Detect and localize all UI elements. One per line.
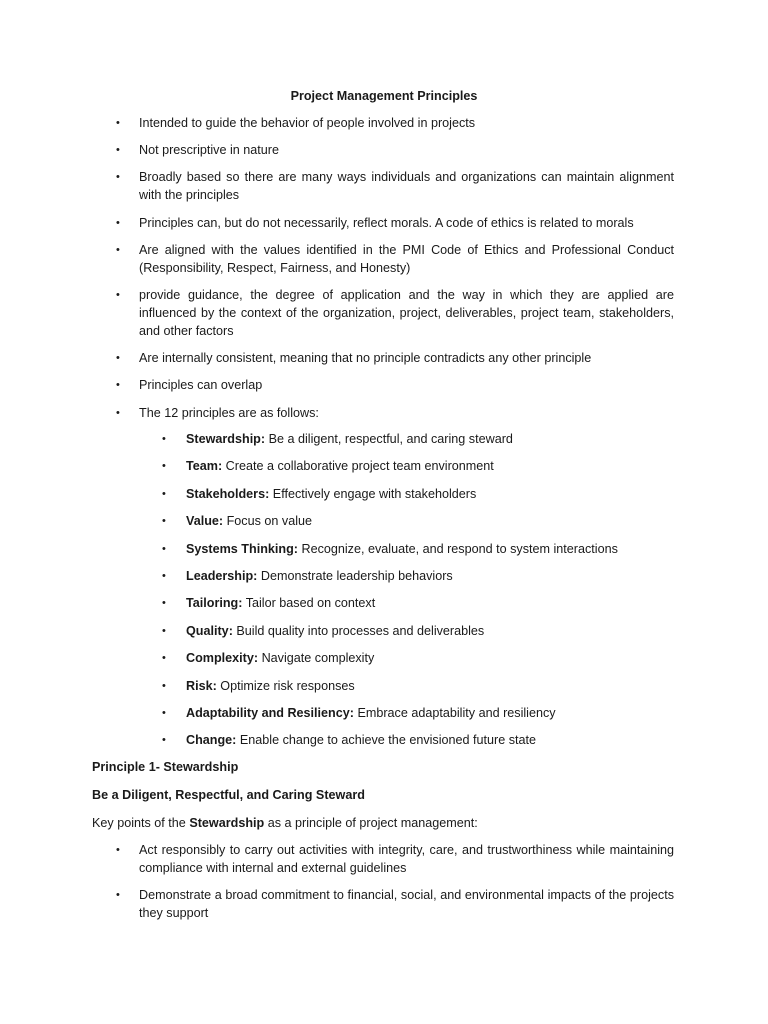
bullet-icon: • xyxy=(162,433,166,445)
principle-description: Navigate complexity xyxy=(258,651,375,666)
list-item-text: Are internally consistent, meaning that no principle contradicts any other principle xyxy=(139,351,592,366)
principle-item-stakeholders xyxy=(162,485,686,503)
principle-name: Team: xyxy=(186,459,223,474)
bullet-icon: • xyxy=(162,706,166,719)
bullet-icon: • xyxy=(116,117,120,129)
principle-item-value xyxy=(162,512,686,530)
list-item-text: Intended to guide the behavior of people involved in projects xyxy=(139,116,476,130)
bullet-icon: • xyxy=(116,844,120,856)
bullet-icon: • xyxy=(162,679,166,692)
bullet-icon: • xyxy=(162,487,166,500)
list-item-text: Principles can overlap xyxy=(139,378,263,393)
principle-name: Change: xyxy=(186,733,237,748)
intro-bold-term: Stewardship xyxy=(189,816,265,830)
bullet-icon: • xyxy=(116,216,120,229)
principle-description: Tailor based on context xyxy=(242,596,376,611)
bullet-icon: • xyxy=(116,288,120,301)
principle-name: Tailoring: xyxy=(186,596,243,611)
principle-description: Build quality into processes and deliverables xyxy=(232,623,485,638)
bullet-icon: • xyxy=(116,406,120,419)
principles-bullet-list xyxy=(162,430,686,759)
bullet-icon: • xyxy=(162,597,166,610)
principle-name: Leadership: xyxy=(186,568,258,583)
principle-description: Optimize risk responses xyxy=(216,678,355,693)
bullet-icon: • xyxy=(116,243,120,256)
list-item xyxy=(116,404,674,422)
principle-item-systems-thinking xyxy=(162,540,686,558)
principle-description: Focus on value xyxy=(223,514,313,529)
principle-description: Recognize, evaluate, and respond to system interactions xyxy=(297,541,618,556)
list-item xyxy=(116,886,674,922)
list-item xyxy=(116,286,674,340)
principle-item-quality xyxy=(162,622,686,640)
principle-name: Stakeholders: xyxy=(186,486,270,501)
stewardship-bullet-list xyxy=(116,841,674,931)
principle-description: Enable change to achieve the envisioned future state xyxy=(236,733,537,748)
principle-description: Demonstrate leadership behaviors xyxy=(257,568,453,583)
principle-item-change xyxy=(162,731,686,749)
principle-description: Create a collaborative project team environment xyxy=(222,459,494,474)
principle-name: Stewardship: xyxy=(186,432,266,446)
intro-text: as a principle of project management: xyxy=(264,816,478,830)
principle-item-team xyxy=(162,457,686,475)
bullet-icon: • xyxy=(162,734,166,747)
principle-name: Adaptability and Resiliency: xyxy=(186,705,354,720)
bullet-icon: • xyxy=(116,379,120,392)
section-heading: Principle 1- Stewardship xyxy=(92,760,239,774)
bullet-icon: • xyxy=(116,889,120,902)
section-subheading: Be a Diligent, Respectful, and Caring Steward xyxy=(92,788,365,802)
list-item xyxy=(116,168,674,204)
bullet-icon: • xyxy=(116,171,120,184)
principle-item-adaptability xyxy=(162,704,686,722)
bullet-icon: • xyxy=(162,569,166,582)
principle-name: Risk: xyxy=(186,678,217,693)
bullet-icon: • xyxy=(116,144,120,157)
document-title: Project Management Principles xyxy=(290,89,478,103)
principle-name: Systems Thinking: xyxy=(186,541,298,556)
list-item xyxy=(116,214,674,232)
list-item-text: The 12 principles are as follows: xyxy=(139,405,319,420)
principle-description: Be a diligent, respectful, and caring steward xyxy=(265,432,513,446)
list-item-text: provide guidance, the degree of application and the way in which they are applied are influenced by the context of the organization, project, deliverables, project team, stakeholders, and other factors xyxy=(139,287,674,338)
intro-text: Key points of the xyxy=(92,816,190,830)
list-item-text: Broadly based so there are many ways individuals and organizations can maintain alignment with the principles xyxy=(139,170,674,203)
list-item-text: Are aligned with the values identified in the PMI Code of Ethics and Professional Conduct (Responsibility, Respect, Fairness, and Honesty) xyxy=(139,242,674,275)
list-item xyxy=(116,376,674,394)
list-item xyxy=(116,841,674,877)
bullet-icon: • xyxy=(162,652,166,665)
principle-name: Quality: xyxy=(186,623,233,638)
list-item-text: Not prescriptive in nature xyxy=(139,143,279,158)
list-item xyxy=(116,349,674,367)
list-item xyxy=(116,114,674,132)
principle-name: Value: xyxy=(186,514,224,529)
principle-description: Embrace adaptability and resiliency xyxy=(353,705,556,720)
bullet-icon: • xyxy=(162,460,166,473)
principle-item-stewardship xyxy=(162,430,686,448)
principle-item-tailoring xyxy=(162,594,686,612)
list-item-text: Principles can, but do not necessarily, reflect morals. A code of ethics is related to morals xyxy=(139,215,634,230)
bullet-icon: • xyxy=(162,515,166,528)
principle-item-risk xyxy=(162,677,686,695)
list-item xyxy=(116,241,674,277)
principle-name: Complexity: xyxy=(186,651,259,666)
principle-item-complexity xyxy=(162,649,686,667)
principle-item-leadership xyxy=(162,567,686,585)
bullet-icon: • xyxy=(162,624,166,637)
principle-description: Effectively engage with stakeholders xyxy=(269,486,477,501)
bullet-icon: • xyxy=(162,542,166,555)
intro-bullet-list xyxy=(116,114,674,431)
list-item xyxy=(116,141,674,159)
list-item-text: Act responsibly to carry out activities with integrity, care, and trustworthiness while maintaining compliance with internal and external guidelines xyxy=(139,843,674,875)
key-points-intro xyxy=(92,814,692,832)
list-item-text: Demonstrate a broad commitment to financial, social, and environmental impacts of the projects they support xyxy=(139,888,674,921)
bullet-icon: • xyxy=(116,352,120,365)
